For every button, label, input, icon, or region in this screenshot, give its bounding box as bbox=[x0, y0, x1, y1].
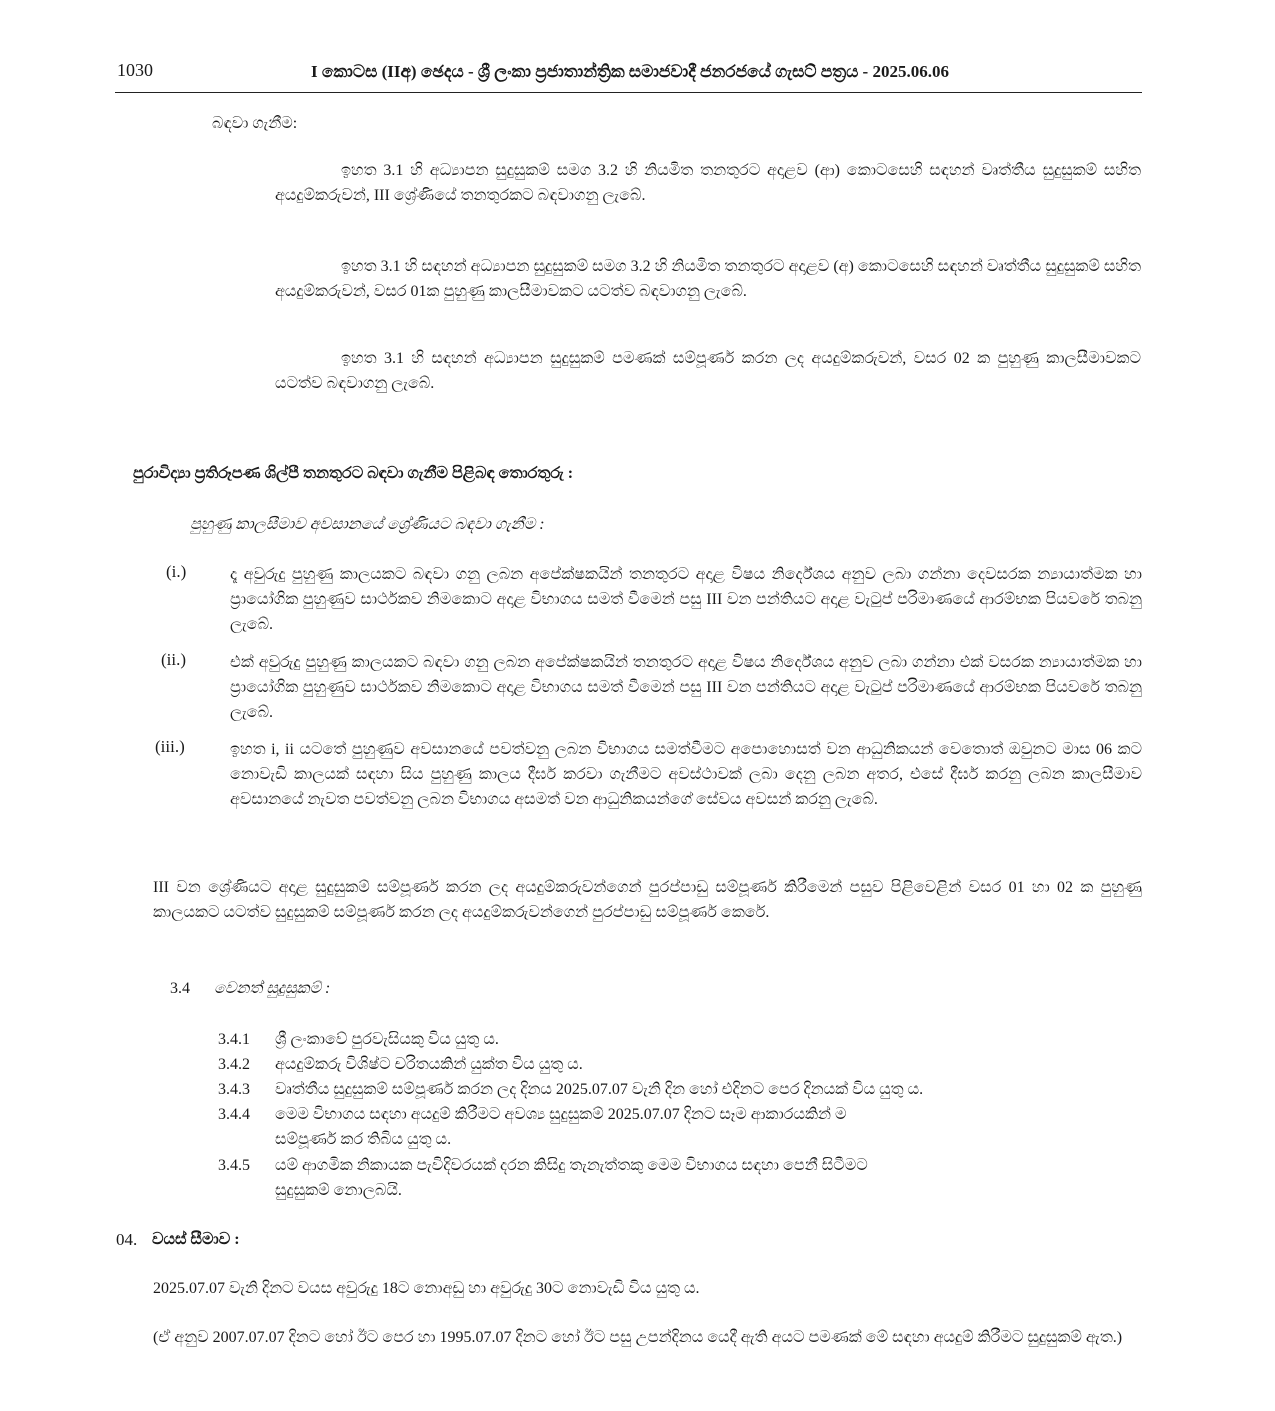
item-ii-text: එක් අවුරුදු පුහුණු කාලයකට බඳවා ගනු ලබන අපේක්ෂකයින් තනතුරට අදාළ විෂය නිර්දේශය අනුව ලබා ගන්නා එක් වසරක න්‍යායාත්මක හා ප්‍රායෝගික පුහුණුව සාර්ථකව නිමකොට අදාළ විභාගය සමත් වීමෙන් පසු III වන පන්තියට අදාළ වැටුප් පරිමාණයේ ආරම්භක පියවරේ තබනු ලැබේ. bbox=[230, 654, 1142, 721]
item-i-label: (i.) bbox=[166, 562, 187, 581]
recruitment-heading: බඳවා ගැනීම: bbox=[212, 115, 298, 132]
qualification-3-4-1-text: ශ්‍රී ලංකාවේ පුරවැසියකු විය යුතු ය. bbox=[275, 1031, 499, 1048]
training-period-subheading: පුහුණු කාලසීමාව අවසානයේ ශ්‍රේණියට බඳවා ගැනීම : bbox=[190, 516, 545, 533]
qualification-3-4-5-text-line-1: යම් ආගමික නිකායක පැවිදිවරයක් දරන කිසිදු තැනැත්තකු මෙම විභාගය සඳහා පෙනී සිටීමට bbox=[275, 1157, 868, 1174]
archaeology-closing-paragraph: III වන ශ්‍රේණියට අදාළ සුදුසුකම් සම්පූර්ණ කරන ලද අයදුම්කරුවන්ගෙන් පුරප්පාඩු සම්පූර්ණ කිරීමෙන් පසුව පිළිවෙළින් වසර 01 හා 02 ක පුහුණු කාලයකට යටත්ව සුදුසුකම් සම්පූර්ණ කරන ලද අයදුම්කරුවන්ගෙන් පුරප්පාඩු සම්පූර්ණ කෙරේ. bbox=[153, 879, 1142, 921]
qualification-3-4-2-number: 3.4.2 bbox=[218, 1056, 250, 1073]
header-rule bbox=[115, 92, 1142, 93]
section-04-number: 04. bbox=[116, 1230, 138, 1249]
qualification-3-4-3-text: වෘත්තීය සුදුසුකම් සම්පූර්ණ කරන ලද දිනය 2025.07.07 වැනි දින හෝ එදිනට පෙර දිනයක් විය යුතු ය. bbox=[275, 1081, 924, 1098]
gazette-header-title: I කොටස (IIඅ) ඡෙදය - ශ්‍රී ලංකා ප්‍රජාතාන්ත්‍රික සමාජවාදී ජනරජයේ ගැසට් පත්‍රය - 2025.06.06 bbox=[311, 62, 949, 81]
archaeology-heading: පුරාවිද්‍යා ප්‍රතිරූපණ ශිල්පී තනතුරට බඳවා ගැනීම පිළිබඳ තොරතුරු : bbox=[133, 465, 574, 482]
recruitment-paragraph-2: ඉහත 3.1 හි සඳහන් අධ්‍යාපන සුදුසුකම් සමග 3.2 හි නියමිත තනතුරට අදාළව (අ) කොටසෙහි සඳහන් වෘත්තීය සුදුසුකම් සහිත අයදුම්කරුවන්, වසර 01ක පුහුණු කාලසීමාවකට යටත්ව බඳවාගනු ලැබේ. bbox=[275, 258, 1141, 300]
qualification-3-4-4-text-line-2: සම්පූර්ණ කර තිබිය යුතු ය. bbox=[275, 1131, 452, 1148]
section-3-4-number: 3.4 bbox=[170, 980, 190, 997]
age-limit-birthdate-note: (ඒ අනුව 2007.07.07 දිනට හෝ ඊට පෙර හා 1995.07.07 දිනට හෝ ඊට පසු උපන්දිනය යෙදී ඇති අයට පමණක් මේ සඳහා අයදුම් කිරීමට සුදුසුකම් ඇත.) bbox=[153, 1329, 1123, 1346]
age-limit-requirement: 2025.07.07 වැනි දිනට වයස අවුරුදු 18ට නොඅඩු හා අවුරුදු 30ට නොවැඩි විය යුතු ය. bbox=[153, 1280, 700, 1297]
qualification-3-4-4-number: 3.4.4 bbox=[218, 1106, 250, 1123]
qualification-3-4-3-number: 3.4.3 bbox=[218, 1081, 250, 1098]
item-ii-label: (ii.) bbox=[161, 650, 187, 669]
item-iii-label: (iii.) bbox=[155, 737, 185, 756]
qualification-3-4-5-text-line-2: සුදුසුකම් නොලබයි. bbox=[275, 1182, 402, 1199]
item-i-text: දෑ අවුරුදු පුහුණු කාලයකට බඳවා ගනු ලබන අපේක්ෂකයින් තනතුරට අදාළ විෂය නිර්දේශය අනුව ලබා ගන්නා දෙවසරක න්‍යායාත්මක හා ප්‍රායෝගික පුහුණුව සාර්ථකව නිමකොට අදාළ විභාගය සමත් වීමෙන් පසු III වන පන්තියට අදාළ වැටුප් පරිමාණයේ ආරම්භක පියවරේ තබනු ලැබේ. bbox=[230, 566, 1142, 633]
qualification-3-4-4-text-line-1: මෙම විභාගය සඳහා අයදුම් කිරීමට අවශ්‍ය සුදුසුකම් 2025.07.07 දිනට සෑම ආකාරයකින් ම bbox=[275, 1106, 847, 1123]
qualification-3-4-2-text: අයදුම්කරු විශිෂ්ට චරිතයකින් යුක්ත විය යුතු ය. bbox=[275, 1056, 583, 1073]
recruitment-paragraph-1: ඉහත 3.1 හි අධ්‍යාපන සුදුසුකම් සමග 3.2 හි නියමිත තනතුරට අදාළව (ආ) කොටසෙහි සඳහන් වෘත්තීය සුදුසුකම් සහිත අයදුම්කරුවන්, III ශ්‍රේණියේ තනතුරකට බඳවාගනු ලැබේ. bbox=[275, 162, 1141, 204]
qualification-3-4-1-number: 3.4.1 bbox=[218, 1031, 250, 1048]
age-limit-heading: වයස් සීමාව : bbox=[152, 1231, 240, 1248]
other-qualifications-heading: වෙනත් සුදුසුකම් : bbox=[214, 980, 331, 997]
qualification-3-4-5-number: 3.4.5 bbox=[218, 1157, 250, 1174]
recruitment-paragraph-3: ඉහත 3.1 හි සඳහන් අධ්‍යාපන සුදුසුකම් පමණක් සම්පූර්ණ කරන ලද අයදුම්කරුවන්, වසර 02 ක පුහුණු කාලසීමාවකට යටත්ව බඳවාගනු ලැබේ. bbox=[275, 350, 1141, 392]
page-number: 1030 bbox=[117, 60, 153, 80]
item-iii-text: ඉහත i, ii යටතේ පුහුණුව අවසානයේ පවත්වනු ලබන විභාගය සමත්වීමට අපොහොසත් වන ආධුනිකයන් වෙතොත් ඔවුනට මාස 06 කට නොවැඩි කාලයක් සඳහා සිය පුහුණු කාලය දීර්ඝ කරවා ගැනීමට අවස්ථාවක් ලබා දෙනු ලබන අතර, එසේ දීර්ඝ කරනු ලබන කාලසීමාව අවසානයේ නැවත පවත්වනු ලබන විභාගය අසමත් වන ආධුනිකයන්ගේ සේවය අවසන් කරනු ලැබේ. bbox=[230, 741, 1142, 808]
